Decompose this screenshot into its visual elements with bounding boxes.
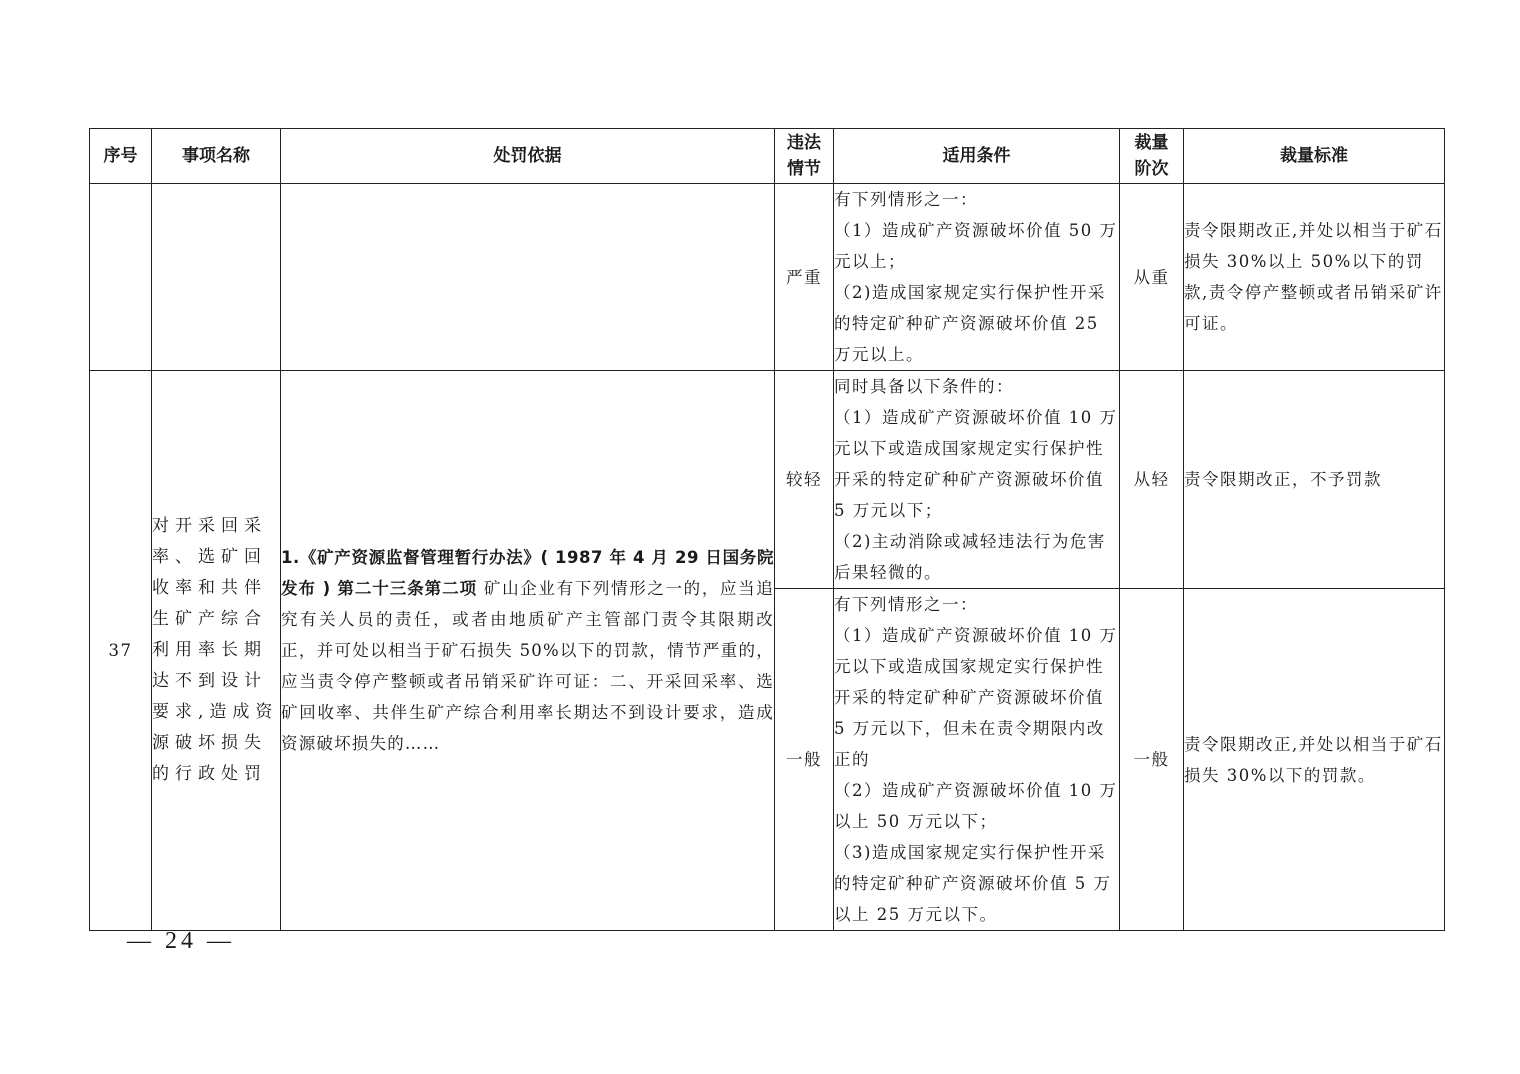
item-name-cell: 对开采回采率、选矿回收率和共伴生矿产综合利用率长期达不到设计要求,造成资源破坏损失的行政处罚 [152, 371, 281, 931]
circumstance-cell: 一般 [775, 589, 834, 931]
condition-cell [834, 371, 1120, 589]
condition-line: 同时具备以下条件的： [834, 377, 1014, 396]
table-row-minor [90, 371, 1445, 589]
circumstance-cell: 较轻 [775, 371, 834, 589]
level-cell: 从轻 [1120, 371, 1184, 589]
header-circumstance-line2: 情节 [787, 159, 821, 179]
header-item-name: 事项名称 [152, 129, 281, 184]
seq-cell: 37 [90, 371, 152, 931]
condition-line: （2)主动消除或减轻违法行为危害后果轻微的。 [834, 532, 1106, 582]
header-circumstance-line1: 违法 [787, 133, 821, 153]
header-level-line2: 阶次 [1134, 159, 1169, 179]
basis-cell [281, 371, 775, 931]
table-row-severe [90, 184, 1445, 371]
condition-line: （2)造成国家规定实行保护性开采的特定矿种矿产资源破坏价值 25 万元以上。 [834, 283, 1106, 364]
header-standard: 裁量标准 [1184, 129, 1445, 184]
level-cell: 从重 [1120, 184, 1184, 371]
standard-cell: 责令限期改正,并处以相当于矿石损失 30%以上 50%以下的罚款,责令停产整顿或者吊销采矿许可证。 [1184, 184, 1445, 371]
standard-cell: 责令限期改正，不予罚款 [1184, 371, 1445, 589]
header-condition: 适用条件 [834, 129, 1120, 184]
header-level [1120, 129, 1184, 184]
condition-line: （1）造成矿产资源破坏价值 10 万元以下或造成国家规定实行保护性开采的特定矿种矿产资源破坏价值 5 万元以下； [834, 408, 1118, 520]
condition-line: （2）造成矿产资源破坏价值 10 万以上 50 万元以下； [834, 781, 1118, 831]
condition-line: 有下列情形之一： [834, 190, 978, 209]
condition-line: （3)造成国家规定实行保护性开采的特定矿种矿产资源破坏价值 5 万以上 25 万元以下。 [834, 843, 1112, 924]
seq-cell-empty [90, 184, 152, 371]
header-basis: 处罚依据 [281, 129, 775, 184]
circumstance-cell: 严重 [775, 184, 834, 371]
header-seq: 序号 [90, 129, 152, 184]
condition-cell [834, 184, 1120, 371]
discretion-table [89, 128, 1445, 931]
level-cell: 一般 [1120, 589, 1184, 931]
header-circumstance [775, 129, 834, 184]
page-number: — 24 — [127, 928, 235, 954]
basis-cell-empty [281, 184, 775, 371]
header-row [90, 129, 1445, 184]
basis-regulation-text: 矿山企业有下列情形之一的，应当追究有关人员的责任，或者由地质矿产主管部门责令其限期改正，并可处以相当于矿石损失 50%以下的罚款，情节严重的，应当责令停产整顿或者吊销采矿许可证：二、开采回采率、选矿回收率、共伴生矿产综合利用率长期达不到设计要求，造成资源破坏损失的…… [281, 579, 774, 753]
basis-regulation-title: 1.《矿产资源监督管理暂行办法》( 1987 年 4 月 29 日国务院发布 ) 第二十三条第二项 [281, 548, 774, 598]
condition-cell [834, 589, 1120, 931]
header-level-line1: 裁量 [1134, 133, 1169, 153]
condition-line: （1）造成矿产资源破坏价值 50 万元以上； [834, 221, 1118, 271]
item-cell-empty [152, 184, 281, 371]
condition-line: 有下列情形之一： [834, 595, 978, 614]
condition-line: （1）造成矿产资源破坏价值 10 万元以下或造成国家规定实行保护性开采的特定矿种矿产资源破坏价值 5 万元以下，但未在责令期限内改正的 [834, 626, 1118, 769]
standard-cell: 责令限期改正,并处以相当于矿石损失 30%以下的罚款。 [1184, 589, 1445, 931]
